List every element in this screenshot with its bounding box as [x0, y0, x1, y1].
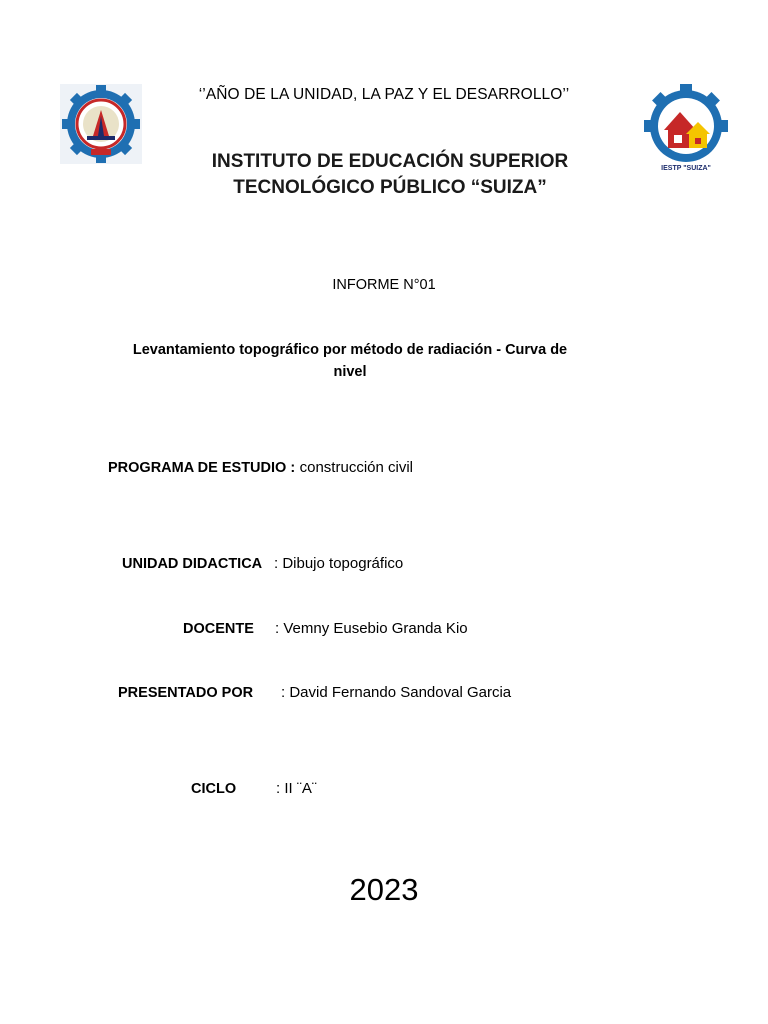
right-logo-caption: IESTP "SUIZA"	[661, 165, 711, 172]
docente-value: : Vemny Eusebio Granda Kio	[275, 620, 468, 637]
programa-row	[108, 459, 413, 477]
report-number: INFORME N°01	[332, 277, 436, 293]
presentado-label: PRESENTADO POR	[118, 685, 254, 701]
unidad-label: UNIDAD DIDACTICA	[122, 556, 263, 572]
institution-name-line2: TECNOLÓGICO PÚBLICO “SUIZA”	[233, 177, 547, 198]
ciclo-value: : II ¨A¨	[276, 780, 317, 797]
report-title-line1: Levantamiento topográfico por método de radiación - Curva de	[132, 342, 568, 358]
docente-label: DOCENTE	[183, 621, 254, 637]
institution-name-line1: INSTITUTO DE EDUCACIÓN SUPERIOR	[211, 151, 569, 172]
year-motto: ‘’AÑO DE LA UNIDAD, LA PAZ Y EL DESARROLLO’’	[198, 86, 570, 103]
report-title-line2: nivel	[333, 364, 367, 380]
programa-label: PROGRAMA DE ESTUDIO :	[108, 460, 296, 476]
presentado-value: : David Fernando Sandoval Garcia	[281, 684, 512, 701]
unidad-value: : Dibujo topográfico	[274, 555, 404, 572]
programa-value: construcción civil	[299, 459, 413, 476]
report-year: 2023	[349, 872, 419, 907]
ciclo-label: CICLO	[191, 781, 237, 797]
